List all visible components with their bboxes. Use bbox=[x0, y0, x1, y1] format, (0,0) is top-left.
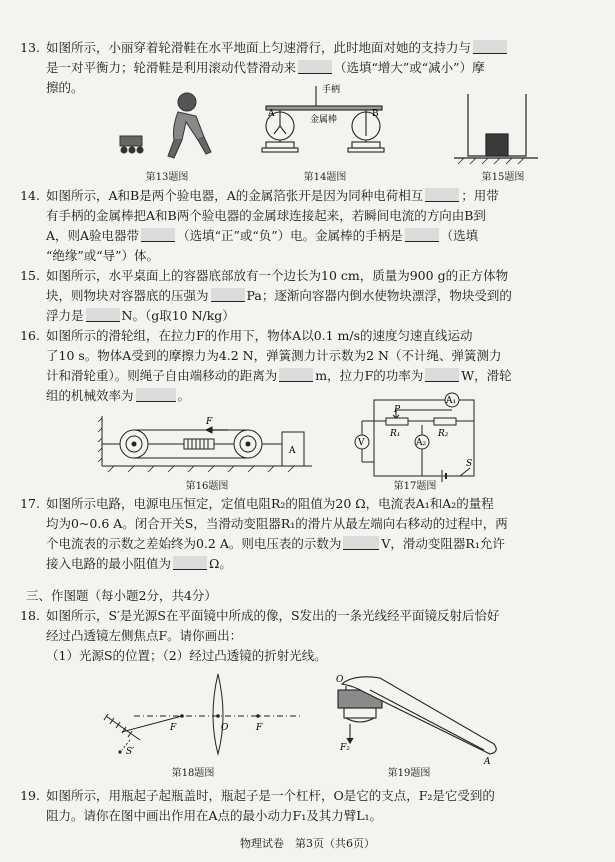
answer-blank[interactable] bbox=[425, 188, 459, 202]
answer-blank[interactable] bbox=[343, 536, 379, 550]
question-number: 17. bbox=[20, 496, 40, 511]
label-force-F2: F₂ bbox=[340, 743, 350, 753]
figure-17-circuit bbox=[352, 392, 484, 484]
label-voltmeter-V: V bbox=[358, 438, 365, 448]
label-switch-S: S bbox=[466, 459, 473, 469]
answer-blank[interactable] bbox=[425, 368, 459, 382]
caption-figure-13: 第13题图 bbox=[145, 172, 189, 183]
figure-14-electroscopes bbox=[262, 86, 392, 170]
label-object-A: A bbox=[289, 446, 296, 456]
question-number: 13. bbox=[20, 40, 40, 55]
question-number: 15. bbox=[20, 268, 40, 283]
label-fulcrum-O: O bbox=[336, 675, 344, 685]
answer-blank[interactable] bbox=[173, 556, 207, 570]
label-A: A bbox=[268, 109, 275, 119]
figure-15-container bbox=[454, 90, 538, 164]
question-number: 14. bbox=[20, 188, 40, 203]
label-slider-P: P bbox=[394, 405, 401, 415]
answer-blank[interactable] bbox=[279, 368, 313, 382]
label-force-F: F bbox=[206, 417, 213, 427]
label-R2: R₂ bbox=[438, 429, 449, 439]
question-19: 19. 如图所示，用瓶起子起瓶盖时，瓶起子是一个杠杆，O是它的支点，F₂是它受到的 阻力。请你在图中画出作用在A点的最小动力F₁及其力臂L₁。 bbox=[46, 786, 594, 826]
answer-blank[interactable] bbox=[86, 308, 120, 322]
figure-18-lens bbox=[100, 670, 310, 757]
page-footer: 物理试卷 第3页（共6页） bbox=[240, 837, 375, 850]
caption-figure-17: 第17题图 bbox=[393, 481, 437, 492]
question-16: 16. 如图所示的滑轮组，在拉力F的作用下，物体A以0.1 m/s的速度匀速直线运动 了10 s。物体A受到的摩擦力为4.2 N，弹簧测力计示数为2 N（不计绳、弹簧测力 计和滑轮重）。则绳子自由端移动的距离为 m，拉力F的功率为 W，滑轮 组的机械效率为 。 bbox=[46, 326, 594, 406]
caption-figure-16: 第16题图 bbox=[185, 481, 229, 492]
answer-blank[interactable] bbox=[211, 288, 245, 302]
caption-figure-15: 第15题图 bbox=[481, 172, 525, 183]
label-image-S-prime: S′ bbox=[126, 747, 135, 757]
question-14: 14. 如图所示，A和B是两个验电器，A的金属箔张开是因为同种电荷相互 ；用带 有手柄的金属棒把A和B两个验电器的金属球连接起来，若瞬间电流的方向由B到 A，则A验电器带 （选填“正”或“负”）电。金属棒的手柄是 （选填 “绝缘”或“导”）体。 bbox=[46, 186, 594, 266]
question-number: 19. bbox=[20, 788, 40, 803]
label-focus-F-right: F bbox=[256, 723, 263, 733]
label-ammeter-A1: A₁ bbox=[446, 396, 457, 406]
label-R1: R₁ bbox=[390, 429, 401, 439]
label-ammeter-A2: A₂ bbox=[416, 438, 427, 448]
label-B: B bbox=[372, 109, 379, 119]
answer-blank[interactable] bbox=[141, 228, 175, 242]
answer-blank[interactable] bbox=[298, 60, 332, 74]
answer-blank[interactable] bbox=[136, 388, 176, 402]
label-focus-F-left: F bbox=[170, 723, 177, 733]
section-3-heading: 三、作图题（每小题2分，共4分） bbox=[26, 588, 217, 603]
question-number: 16. bbox=[20, 328, 40, 343]
label-point-A: A bbox=[484, 757, 491, 767]
label-metal-rod: 金属棒 bbox=[310, 115, 338, 125]
figure-16-pulley bbox=[98, 410, 318, 472]
label-center-O: O bbox=[221, 723, 229, 733]
answer-blank[interactable] bbox=[405, 228, 439, 242]
question-18: 18. 如图所示，S′是光源S在平面镜中所成的像，S发出的一条光线经平面镜反射后恰好 经过凸透镜左侧焦点F。请你画出： （1）光源S的位置；（2）经过凸透镜的折射光线。 bbox=[46, 606, 594, 666]
question-15: 15. 如图所示，水平桌面上的容器底部放有一个边长为10 cm，质量为900 g的正方体物 块，则物块对容器底的压强为 Pa；逐渐向容器内倒水使物块漂浮，物块受到的 浮力是 N。（g取10 N/kg） bbox=[46, 266, 594, 326]
question-17: 17. 如图所示电路，电源电压恒定，定值电阻R₂的阻值为20 Ω，电流表A₁和A₂的量程 均为0~0.6 A。闭合开关S，当滑动变阻器R₁的滑片从最左端向右移动的过程中，两 个电流表的示数之差始终为0.2 A。则电压表的示数为 V，滑动变阻器R₁允许 接入电路的最小阻值为 Ω。 bbox=[46, 494, 594, 574]
question-number: 18. bbox=[20, 608, 40, 623]
figure-19-bottle-opener bbox=[334, 670, 504, 766]
caption-figure-19: 第19题图 bbox=[387, 768, 431, 779]
label-handle: 手柄 bbox=[322, 85, 341, 95]
caption-figure-14: 第14题图 bbox=[303, 172, 347, 183]
caption-figure-18: 第18题图 bbox=[171, 768, 215, 779]
figure-13-skater bbox=[112, 92, 222, 164]
answer-blank[interactable] bbox=[473, 40, 507, 54]
question-13: 13. 如图所示，小丽穿着轮滑鞋在水平地面上匀速滑行，此时地面对她的支持力与 是一对平衡力；轮滑鞋是利用滚动代替滑动来 （选填“增大”或“减小”）摩 擦的。 bbox=[46, 38, 594, 98]
